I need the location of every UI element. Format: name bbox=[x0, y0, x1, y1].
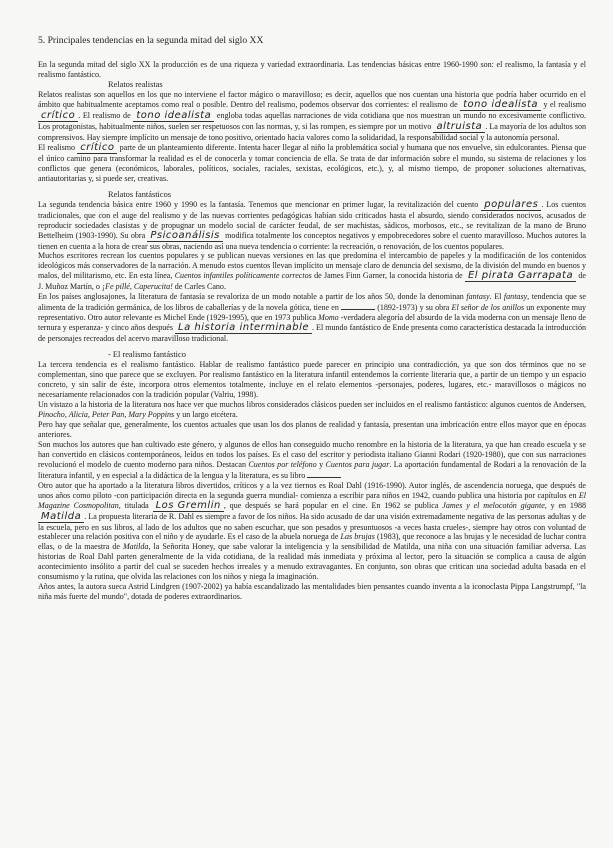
rf-paragraph-5: Otro autor que ha aportado a la literatura libros divertidos, críticos y a la vez tiernos es Roal Dahl (1916-1990). Autor inglés, de ascendencia noruega, que después de unos años como piloto -con participación directa en la segunda guerra mundial- comienza a escribir para niños en 1942, cuando publica una historia por capítulos en El Magazine Cosmopolitan, titulada Los Gremlin , que después se hará popular en el cine. En 1962 se publica James y el melocotón gigante, y en 1988 Matilda . La propuesta literaria de R. Dahl es siempre a favor de los niños. Ha sido acusado de dar una visión extremadamente negativa de las personas adultas y de la escuela, pero en sus libros, al lado de los adultos que no saben escuchar, que son pesados y presuntuosos -a veces hasta crueles-, siempre hay otros con voluntad de establecer una relación positiva con el niño y de ayudarle. Es el caso de la abuela noruega de Las brujas (1983), que reconoce a las brujas y le necesidad de luchar contra ellas, o de la maestra de Matilda, la Señorita Honey, que sabe valorar la inteligencia y la sensibilidad de Matilda, una niña con una situación familiar adversa. Las historias de Roal Dahl parten generalmente de la vida cotidiana, de la realidad más inmediata y próxima al lector, pero la situación se complica a causa de algún acontecimiento insólito a partir del cual se suceden hechos irreales y a menudo extravagantes. En conjunto, son obras que critican una sociedad adulta basada en el consumismo y la rutina, que olvida las relaciones con los niños y niega la imaginación. bbox=[38, 480, 587, 582]
handwritten-answer: Matilda bbox=[38, 512, 84, 523]
fantasticos-paragraph-1: La segunda tendencia básica entre 1960 y 1990 es la fantasía. Tenemos que mencionar en primer lugar, la revitalización del cuento populares . Los cuentos tradicionales, que con el auge del realismo y de las nuevas corrientes pedagógicas habían sido criticados hasta el absurdo, siendo considerados nocivos, acusados de reproducir sociedades clasistas y de propugnar un modelo social de carácter feudal, de ser machistas, sádicos, morbosos, etc., se revitalizan de la mano de Bruno Bettelheim (1903-1990). Su obra Psicoanálisis modifica totalmente los conceptos negativos y empobrecedores sobre el cuento maravilloso. Muchos autores la tienen en cuenta a la hora de crear sus obras, naciendo así una nueva tendencia o corriente: la recreación, o renovación, de los cuentos populares. bbox=[38, 198, 587, 251]
handwritten-answer: crítico bbox=[38, 111, 78, 122]
section-title: 5. Principales tendencias en la segunda mitad del siglo XX bbox=[38, 35, 264, 46]
blank-line bbox=[307, 470, 341, 478]
rf-paragraph-6: Años antes, la autora sueca Astrid Lindgren (1907-2002) ya había escandalizado las mentalidades bien pensantes cuando inventa a la iconoclasta Pippa Langstrumpf, "la niña más fuerte del mundo", dotada de poderes extraordinarios. bbox=[38, 582, 586, 602]
blank-line bbox=[341, 302, 375, 310]
rf-paragraph-4: Son muchos los autores que han cultivado este género, y algunos de ellos han conseguido mucho renombre en la historia de la literatura, ya que han creado escuela y se han convertido en clásicos contemporáneos, leídos en todos los países. Es el caso del escritor y periodista italiano Gianni Rodari (1920-1980), que con sus narraciones revolucionó el modelo de cuento moderno para niños. Destacan Cuentos por teléfono y Cuentos para jugar. La aportación fundamental de Rodari a la renovación de la literatura infantil, y en especial a la didáctica de la lengua y la literatura, es su libro bbox=[38, 439, 587, 480]
heading-fantasticos: Relatos fantásticos bbox=[108, 189, 172, 199]
realistas-paragraph-2: El realismo crítico parte de un planteamiento diferente. Intenta hacer llegar al niño la problemática social y humana que nos envuelve, sin edulcorantes. Piensa que el único camino para transformar la realidad es el de conocerla y tomar conciencia de ella. Se trata de dar información sobre el mundo, su sistema de relaciones y los conflictos que genera (económicos, laborales, políticos, sociales, raciales, sexistas, ecológicos, etc.), y, al mismo tiempo, de proponer soluciones alternativas, antiautoritarias y, si puede ser, creativas. bbox=[38, 141, 587, 183]
fantasticos-paragraph-2: Muchos escritores recrean los cuentos populares y se publican nuevas versiones en las que predomina el intercambio de papeles y la modificación de los contenidos ideológicos más conservadores de la narración. A menudo estos cuentos llevan implícito un mensaje claro de denuncia del sexismo, de la división del mundo en buenos y malos, del militarismo, etc. En esta línea, Cuentos infantiles políticamente correctos de James Finn Garner, la conocida historia de El pirata Garrapata de J. Muñoz Martín, o ¡Fe pillé, Caperucita! de Carles Cano. bbox=[38, 251, 587, 292]
fantasticos-paragraph-3: En los países anglosajones, la literatura de fantasía se revaloriza de un modo notable a partir de los años 50, donde la denominan fantasy. El fantasy, tendencia que se alimenta de la tradición germánica, de los libros de caballerías y de la novela gótica, tiene en (1892-1973) y su obra El señor de los anillos un exponente muy representativo. Otro autor relevante es Michel Ende (1929-1995), que en 1973 publica Momo -verdadera alegoría del absurdo de la vida moderna con un mensaje lleno de ternura y esperanza- y cinco años después La historia interminable . El mundo fantástico de Ende presenta como característica destacada la introducción de personajes recreados del acervo maravilloso tradicional. bbox=[38, 292, 587, 344]
realistas-paragraph-1: Relatos realistas son aquellos en los que no interviene el factor mágico o maravilloso; es decir, aquellos que nos cuentan una historia que podría haber ocurrido en el ámbito que habitualmente aceptamos como real o posible. Dentro del realismo, podemos observar dos corrientes: el realismo de tono idealista y el realismo crítico . El realismo de tono idealista engloba todas aquellas narraciones de vida cotidiana que nos muestran un mundo no excesivamente conflictivo. Los protagonistas, habitualmente niños, suelen ser respetuosos con las normas, y, si las rompen, es siempre por un motivo altruista . La mayoría de los adultos son comprensivos. Hay siempre implícito un mensaje de tono positivo, orientado hacia valores como la solidaridad, la responsabilidad social y la autonomía personal. bbox=[38, 89, 587, 142]
handwritten-answer: altruista bbox=[433, 122, 485, 133]
handwritten-answer: crítico bbox=[77, 143, 117, 154]
handwritten-answer: tono idealista bbox=[133, 111, 214, 122]
rf-paragraph-3: Pero hay que señalar que, generalmente, los cuentos actuales que usan los dos planos de realidad y fantasía, presentan una imbricación entre ellos mayor que en épocas anteriores. bbox=[38, 419, 586, 439]
document-body bbox=[38, 36, 586, 672]
handwritten-answer: populares bbox=[481, 200, 541, 211]
handwritten-answer: El pirata Garrapata bbox=[465, 271, 576, 282]
heading-realismo-fantastico: - El realismo fantástico bbox=[108, 350, 186, 360]
handwritten-answer: tono idealista bbox=[460, 100, 541, 111]
intro-paragraph: En la segunda mitad del siglo XX la producción es de una riqueza y variedad extraordinaria. Las tendencias básicas entre 1960-1990 son: el realismo, la fantasía y el realismo fantástico. bbox=[38, 59, 586, 79]
handwritten-answer: La historia interminable bbox=[175, 323, 312, 334]
heading-realistas: Relatos realistas bbox=[108, 79, 163, 89]
handwritten-answer: Psicoanálisis bbox=[147, 231, 222, 242]
handwritten-answer: Los Gremlin bbox=[153, 501, 224, 512]
rf-paragraph-2: Un vistazo a la historia de la literatura nos hace ver que muchos libros considerados clásicos pueden ser incluidos en el realismo fantástico: algunos cuentos de Andersen, Pinocho, Alicia, Peter Pan, Mary Poppins y un largo etcétera. bbox=[38, 399, 586, 419]
rf-paragraph-1: La tercera tendencia es el realismo fantástico. Hablar de realismo fantástico puede parecer en principio una contradicción, ya que son dos términos que no se complementan, sino que parece que se excluyen. Por realismo fantástico en la literatura infantil entendemos la corriente literaria que, a partir de un tiempo y un espacio concreto, y sin salir de éste, incorpora otros elementos totalmente, incluye en el relato elementos -personajes, poderes, lugares, etc.- maravillosos o mágicos no necesariamente relacionados con la tradición popular (Valriu, 1998). bbox=[38, 360, 586, 400]
